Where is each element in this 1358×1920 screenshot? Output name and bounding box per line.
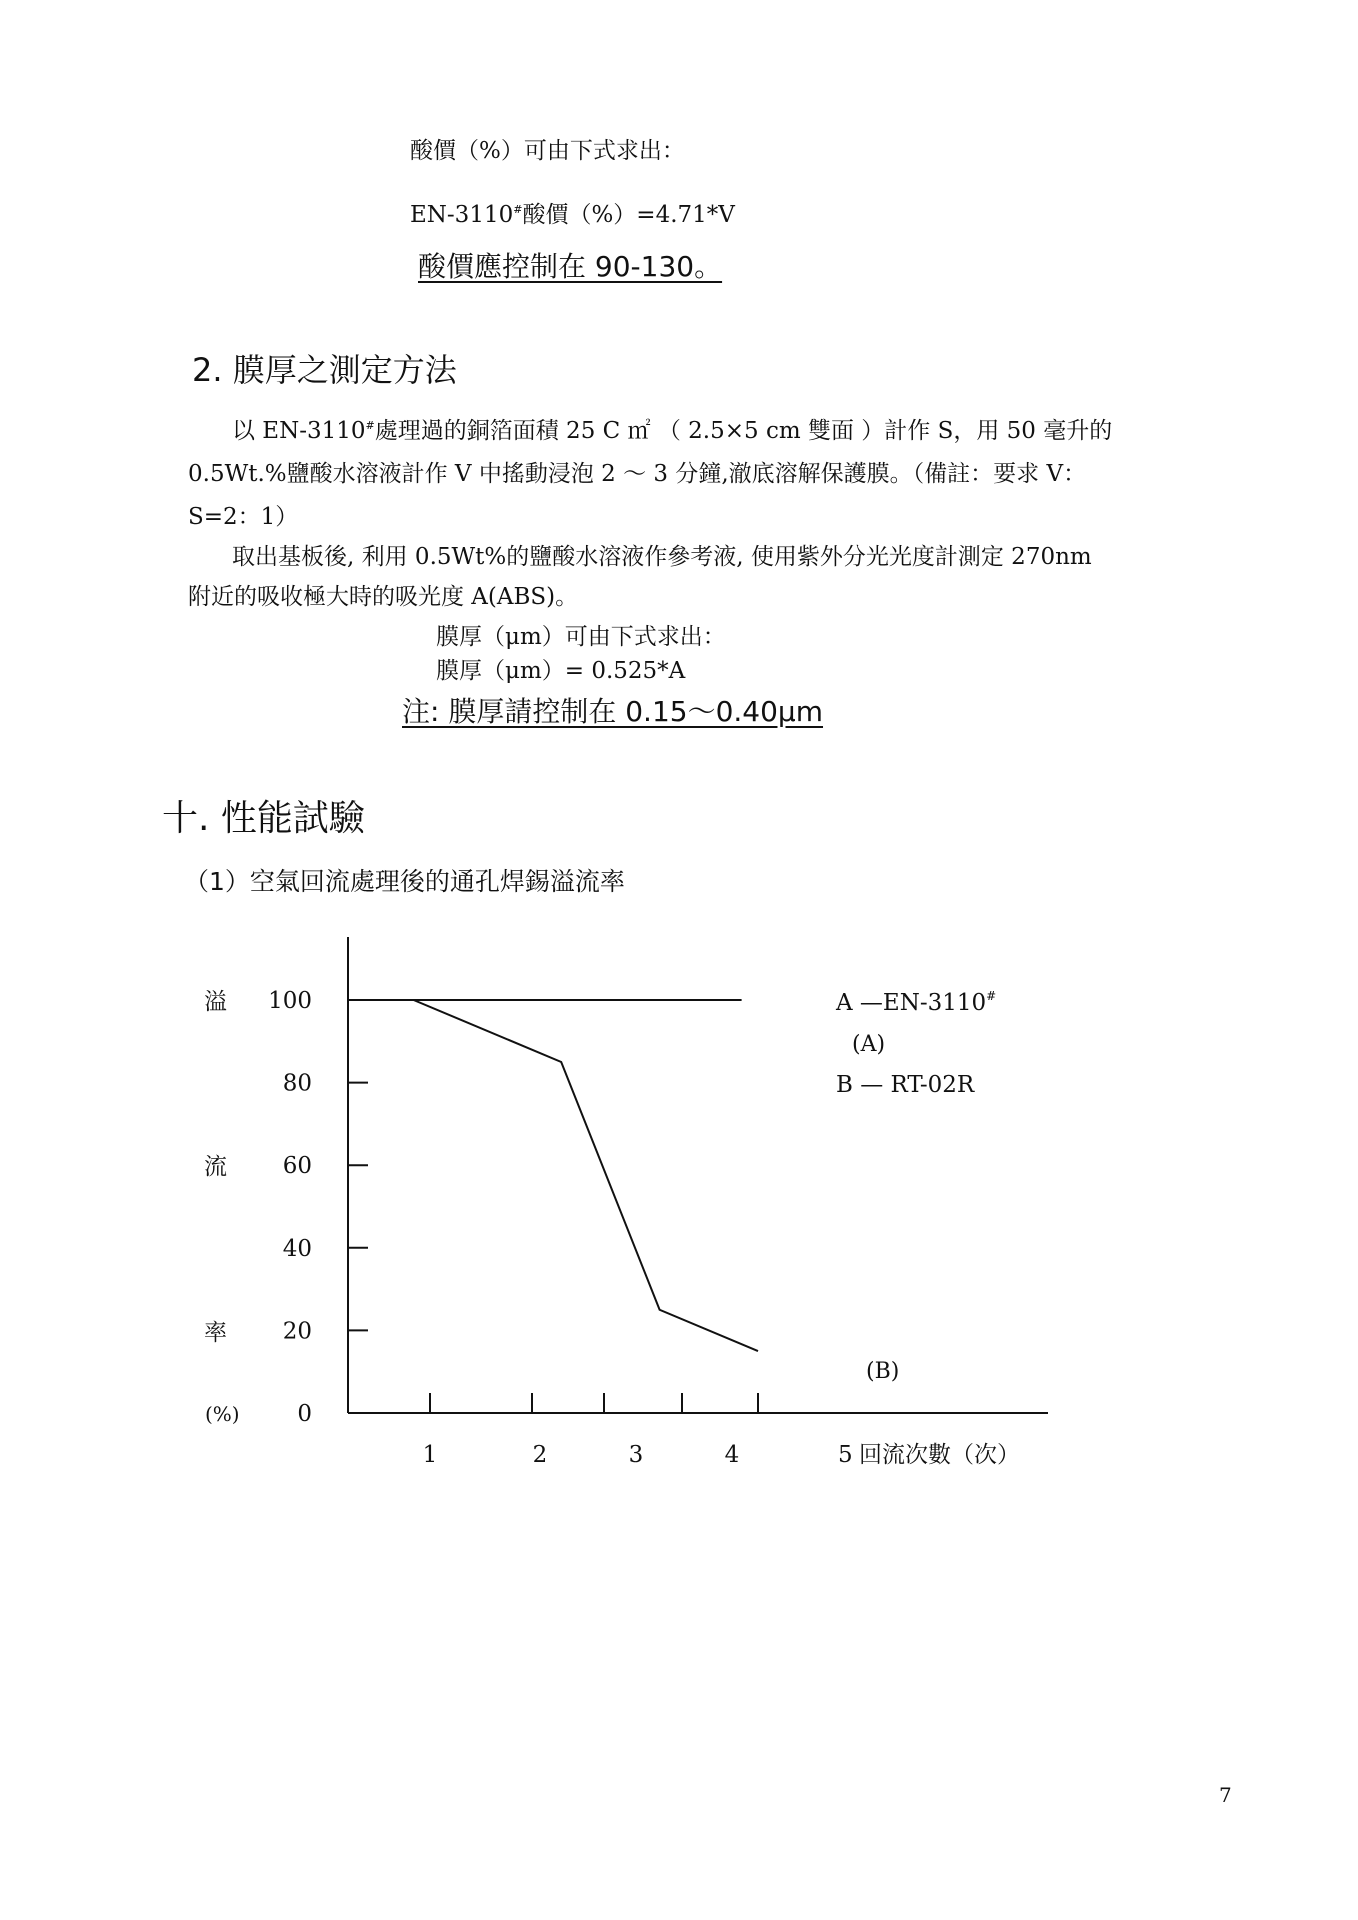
x-tick-label: 4: [724, 1442, 740, 1468]
y-label-char-2: 流: [204, 1154, 227, 1180]
page-number: 7: [1219, 1783, 1232, 1807]
film-p1-line1: 以 EN-3110#處理過的銅箔面積 25 C ㎡ （ 2.5×5 cm 雙面 ）計作 S，用 50 毫升的: [232, 418, 1113, 444]
film-p2-line2: 附近的吸收極大時的吸光度 A(ABS)。: [188, 584, 579, 610]
x-tick-label: 1: [422, 1442, 438, 1468]
x-tick-label: 2: [532, 1442, 548, 1468]
acid-control-note: 酸價應控制在 90-130。: [418, 250, 723, 283]
y-unit-label: (%): [205, 1402, 240, 1426]
legend-a-paren: (A): [852, 1032, 886, 1057]
y-tick-label: 0: [297, 1401, 312, 1427]
x-axis-label: 回流次數（次）: [859, 1442, 1020, 1468]
series-b-line: [414, 1000, 758, 1351]
y-tick-label: 100: [268, 988, 312, 1014]
y-label-char-1: 溢: [204, 989, 227, 1015]
film-formula: 膜厚（μm）= 0.525*A: [436, 658, 686, 684]
legend-b: B — RT-02R: [836, 1072, 975, 1098]
y-label-char-3: 率: [204, 1320, 227, 1346]
section-subheading: （1）空氣回流處理後的通孔焊錫溢流率: [184, 867, 625, 896]
x-tick-label: 3: [628, 1442, 644, 1468]
legend-a: A —EN-3110#: [836, 989, 997, 1016]
film-note: 注: 膜厚請控制在 0.15～0.40μm: [402, 695, 824, 728]
y-tick-label: 40: [282, 1235, 312, 1262]
film-p1-line2: 0.5Wt.%鹽酸水溶液計作 V 中搖動浸泡 2 ～ 3 分鐘,澈底溶解保護膜。（備註：要求 V：: [188, 461, 1087, 487]
acid-formula: EN-3110#酸價（%）=4.71*V: [410, 202, 735, 228]
x-tick-label: 5: [838, 1442, 853, 1468]
film-p1-line3: S=2：1）: [188, 504, 299, 530]
film-heading: 2. 膜厚之測定方法: [192, 351, 457, 389]
y-tick-label: 60: [282, 1153, 312, 1180]
section-heading: 十. 性能試驗: [162, 798, 365, 839]
film-p2-line1: 取出基板後, 利用 0.5Wt%的鹽酸水溶液作參考液, 使用紫外分光光度計測定 270nm: [232, 544, 1092, 570]
film-intro: 膜厚（μm）可由下式求出：: [436, 624, 726, 650]
series-b-label: (B): [866, 1359, 900, 1384]
acid-intro: 酸價（%）可由下式求出：: [410, 138, 685, 164]
y-tick-label: 80: [282, 1070, 312, 1097]
y-tick-label: 20: [282, 1318, 312, 1345]
